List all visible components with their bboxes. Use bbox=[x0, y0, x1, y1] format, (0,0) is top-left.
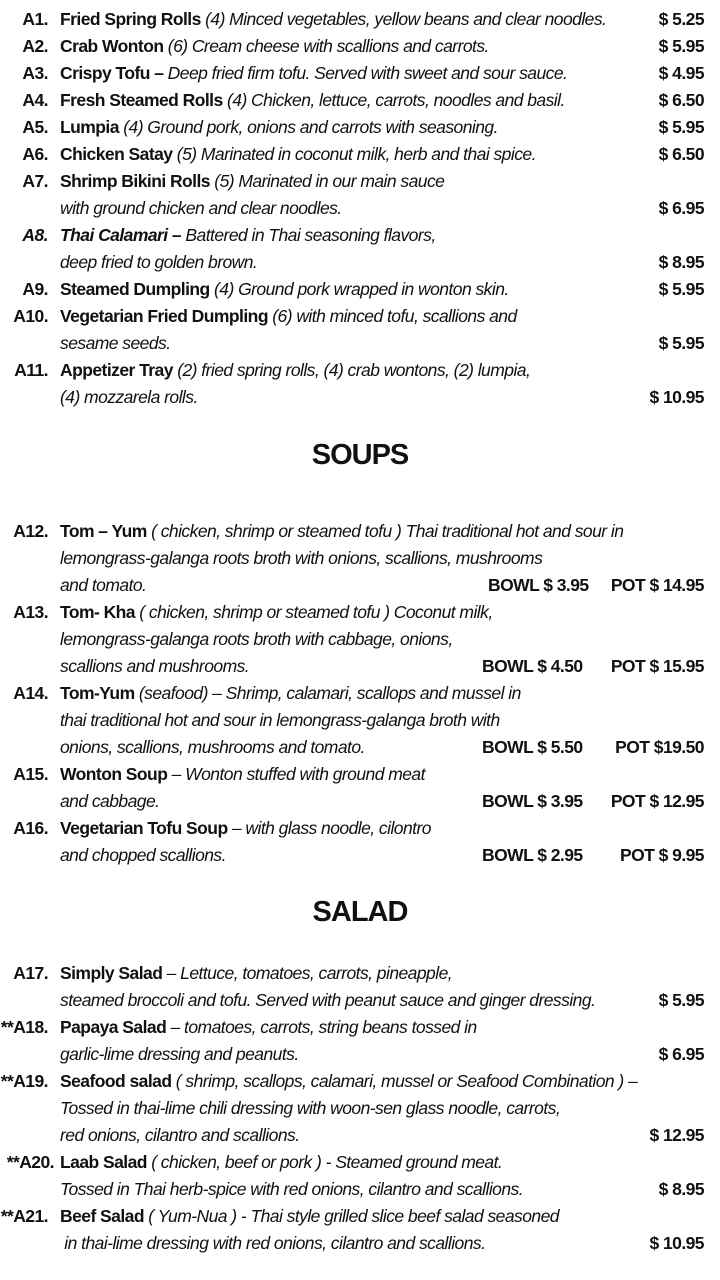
menu-item-a18 bbox=[0, 1014, 720, 1040]
item-code: **A21. bbox=[0, 1206, 48, 1226]
menu-item-a13-cont bbox=[0, 626, 720, 652]
item-code: A7. bbox=[22, 171, 48, 191]
pot-price: POT $ 14.95 bbox=[610, 575, 704, 595]
item-name: Vegetarian Fried Dumpling bbox=[60, 306, 268, 326]
item-description: (4) Ground pork wrapped in wonton skin. bbox=[209, 279, 509, 299]
item-name: Crispy Tofu – bbox=[60, 63, 164, 83]
item-name: Lumpia bbox=[60, 117, 119, 137]
menu-item-a21 bbox=[0, 1203, 720, 1229]
item-price: $ 10.95 bbox=[649, 1233, 704, 1253]
item-code: A14. bbox=[13, 683, 48, 703]
item-description: deep fried to golden brown. bbox=[60, 252, 258, 272]
item-name: Laab Salad bbox=[60, 1152, 147, 1172]
item-description: onions, scallions, mushrooms and tomato. bbox=[60, 737, 365, 757]
menu-item-a19 bbox=[0, 1068, 720, 1094]
item-name: Beef Salad bbox=[60, 1206, 144, 1226]
bowl-price: BOWL $ 3.95 bbox=[482, 791, 583, 811]
item-description: (4) mozzarela rolls. bbox=[60, 387, 198, 407]
item-price: $ 4.95 bbox=[658, 63, 704, 83]
item-name: Tom-Yum bbox=[60, 683, 135, 703]
item-description: ( shrimp, scallops, calamari, mussel or Seafood Combination ) – bbox=[171, 1071, 638, 1091]
item-description: Battered in Thai seasoning flavors, bbox=[181, 225, 436, 245]
item-description: red onions, cilantro and scallions. bbox=[60, 1125, 300, 1145]
menu-item-a17-cont bbox=[0, 987, 720, 1013]
menu-item-a10 bbox=[0, 303, 720, 329]
bowl-price: BOWL $ 2.95 bbox=[482, 845, 583, 865]
menu-item-a6 bbox=[0, 141, 720, 167]
item-price: $ 8.95 bbox=[658, 252, 704, 272]
menu-item-a4 bbox=[0, 87, 720, 113]
menu-item-a3 bbox=[0, 60, 720, 86]
section-heading-salad: SALAD bbox=[312, 896, 408, 928]
item-price: $ 6.95 bbox=[658, 198, 704, 218]
menu-item-a16-cont bbox=[0, 842, 720, 868]
menu-item-a1 bbox=[0, 6, 720, 32]
item-price: $ 5.95 bbox=[658, 279, 704, 299]
item-name: Vegetarian Tofu Soup bbox=[60, 818, 228, 838]
item-code: A16. bbox=[13, 818, 48, 838]
item-name: Crab Wonton bbox=[60, 36, 164, 56]
menu-item-a15 bbox=[0, 761, 720, 787]
item-name: Wonton Soup bbox=[60, 764, 168, 784]
item-price: $ 6.95 bbox=[658, 1044, 704, 1064]
menu-item-a8 bbox=[0, 222, 720, 248]
menu-item-a7-cont bbox=[0, 195, 720, 221]
item-price: $ 5.95 bbox=[658, 36, 704, 56]
item-description: lemongrass-galanga roots broth with cabbage, onions, bbox=[60, 629, 453, 649]
item-description: garlic-lime dressing and peanuts. bbox=[60, 1044, 299, 1064]
item-description: steamed broccoli and tofu. Served with peanut sauce and ginger dressing. bbox=[60, 990, 596, 1010]
pot-price: POT $ 15.95 bbox=[610, 656, 704, 676]
item-price: $ 10.95 bbox=[649, 387, 704, 407]
item-price: $ 5.25 bbox=[658, 9, 704, 29]
item-description: – Wonton stuffed with ground meat bbox=[167, 764, 425, 784]
item-name: Thai Calamari – bbox=[60, 225, 182, 245]
menu-item-a16 bbox=[0, 815, 720, 841]
item-description: (6) with minced tofu, scallions and bbox=[267, 306, 517, 326]
item-description: (2) fried spring rolls, (4) crab wontons, (2) lumpia, bbox=[172, 360, 531, 380]
pot-price: POT $ 12.95 bbox=[610, 791, 704, 811]
item-name: Simply Salad bbox=[60, 963, 163, 983]
menu-item-a19-cont2 bbox=[0, 1122, 720, 1148]
item-name: Fresh Steamed Rolls bbox=[60, 90, 223, 110]
item-name: Tom- Kha bbox=[60, 602, 135, 622]
item-code: A15. bbox=[13, 764, 48, 784]
item-description: Tossed in thai-lime chili dressing with woon-sen glass noodle, carrots, bbox=[60, 1098, 561, 1118]
item-name: Seafood salad bbox=[60, 1071, 172, 1091]
item-description: ( chicken, beef or pork ) - Steamed ground meat. bbox=[146, 1152, 503, 1172]
item-price: $ 6.50 bbox=[658, 90, 704, 110]
menu-item-a14-cont bbox=[0, 707, 720, 733]
bowl-price: BOWL $ 3.95 bbox=[488, 575, 589, 595]
item-description: sesame seeds. bbox=[60, 333, 171, 353]
item-price: $ 5.95 bbox=[658, 333, 704, 353]
item-code: A17. bbox=[13, 963, 48, 983]
menu-item-a13-cont2 bbox=[0, 653, 720, 679]
item-description: ( chicken, shrimp or steamed tofu ) Coconut milk, bbox=[135, 602, 493, 622]
menu-item-a20-cont bbox=[0, 1176, 720, 1202]
pot-price: POT $19.50 bbox=[615, 737, 704, 757]
menu-item-a14-cont2 bbox=[0, 734, 720, 760]
menu-item-a20 bbox=[0, 1149, 720, 1175]
pot-price: POT $ 9.95 bbox=[620, 845, 704, 865]
item-code: A8. bbox=[22, 225, 48, 245]
menu-item-a12-cont bbox=[0, 545, 720, 571]
item-description: – Lettuce, tomatoes, carrots, pineapple, bbox=[162, 963, 453, 983]
item-name: Appetizer Tray bbox=[60, 360, 173, 380]
menu-item-a13 bbox=[0, 599, 720, 625]
bowl-price: BOWL $ 5.50 bbox=[482, 737, 583, 757]
menu-item-a19-cont bbox=[0, 1095, 720, 1121]
bowl-price: BOWL $ 4.50 bbox=[482, 656, 583, 676]
item-code: A6. bbox=[22, 144, 48, 164]
item-description: (6) Cream cheese with scallions and carrots. bbox=[163, 36, 489, 56]
item-description: Tossed in Thai herb-spice with red onions, cilantro and scallions. bbox=[60, 1179, 524, 1199]
menu-item-a17 bbox=[0, 960, 720, 986]
item-description: – tomatoes, carrots, string beans tossed in bbox=[166, 1017, 477, 1037]
item-price: $ 8.95 bbox=[658, 1179, 704, 1199]
item-code: A9. bbox=[22, 279, 48, 299]
menu-item-a12-cont2 bbox=[0, 572, 720, 598]
item-price: $ 5.95 bbox=[658, 990, 704, 1010]
item-description: and tomato. bbox=[60, 575, 147, 595]
section-heading-soups: SOUPS bbox=[311, 439, 409, 471]
item-description: in thai-lime dressing with red onions, cilantro and scallions. bbox=[60, 1233, 486, 1253]
item-description: (5) Marinated in coconut milk, herb and thai spice. bbox=[172, 144, 536, 164]
item-name: Tom – Yum bbox=[60, 521, 147, 541]
item-name: Chicken Satay bbox=[60, 144, 173, 164]
item-description: (seafood) – Shrimp, calamari, scallops and mussel in bbox=[134, 683, 521, 703]
menu-item-a11-cont bbox=[0, 384, 720, 410]
menu-item-a8-cont bbox=[0, 249, 720, 275]
item-code: A10. bbox=[13, 306, 48, 326]
item-description: (4) Ground pork, onions and carrots with seasoning. bbox=[118, 117, 498, 137]
item-price: $ 12.95 bbox=[649, 1125, 704, 1145]
menu-item-a18-cont bbox=[0, 1041, 720, 1067]
item-description: (5) Marinated in our main sauce bbox=[210, 171, 445, 191]
item-name: Papaya Salad bbox=[60, 1017, 167, 1037]
item-description: lemongrass-galanga roots broth with onions, scallions, mushrooms bbox=[60, 548, 543, 568]
menu-item-a5 bbox=[0, 114, 720, 140]
item-code: A5. bbox=[22, 117, 48, 137]
item-code: A13. bbox=[13, 602, 48, 622]
item-code: **A18. bbox=[0, 1017, 48, 1037]
item-code: **A19. bbox=[0, 1071, 48, 1091]
menu-item-a10-cont bbox=[0, 330, 720, 356]
item-description: ( chicken, shrimp or steamed tofu ) Thai traditional hot and sour in bbox=[146, 521, 624, 541]
item-description: with ground chicken and clear noodles. bbox=[60, 198, 342, 218]
item-description: scallions and mushrooms. bbox=[60, 656, 250, 676]
item-description: (4) Minced vegetables, yellow beans and clear noodles. bbox=[200, 9, 607, 29]
item-name: Shrimp Bikini Rolls bbox=[60, 171, 210, 191]
item-code: A4. bbox=[22, 90, 48, 110]
menu-item-a15-cont bbox=[0, 788, 720, 814]
item-description: (4) Chicken, lettuce, carrots, noodles and basil. bbox=[222, 90, 565, 110]
item-description: and cabbage. bbox=[60, 791, 160, 811]
menu-item-a12 bbox=[0, 518, 720, 544]
item-price: $ 5.95 bbox=[658, 117, 704, 137]
menu-item-a9 bbox=[0, 276, 720, 302]
item-code: A3. bbox=[22, 63, 48, 83]
item-description: ( Yum-Nua ) - Thai style grilled slice beef salad seasoned bbox=[143, 1206, 559, 1226]
item-code: A1. bbox=[22, 9, 48, 29]
item-description: Deep fried firm tofu. Served with sweet and sour sauce. bbox=[163, 63, 568, 83]
menu-item-a11 bbox=[0, 357, 720, 383]
item-code: **A20. bbox=[6, 1152, 54, 1172]
menu-item-a14 bbox=[0, 680, 720, 706]
item-price: $ 6.50 bbox=[658, 144, 704, 164]
item-code: A2. bbox=[22, 36, 48, 56]
menu-item-a2 bbox=[0, 33, 720, 59]
item-description: thai traditional hot and sour in lemongrass-galanga broth with bbox=[60, 710, 500, 730]
item-name: Fried Spring Rolls bbox=[60, 9, 201, 29]
item-description: – with glass noodle, cilontro bbox=[227, 818, 431, 838]
item-code: A12. bbox=[13, 521, 48, 541]
item-code: A11. bbox=[14, 360, 48, 380]
item-name: Steamed Dumpling bbox=[60, 279, 210, 299]
menu-item-a21-cont bbox=[0, 1230, 720, 1256]
menu-item-a7 bbox=[0, 168, 720, 194]
item-description: and chopped scallions. bbox=[60, 845, 226, 865]
